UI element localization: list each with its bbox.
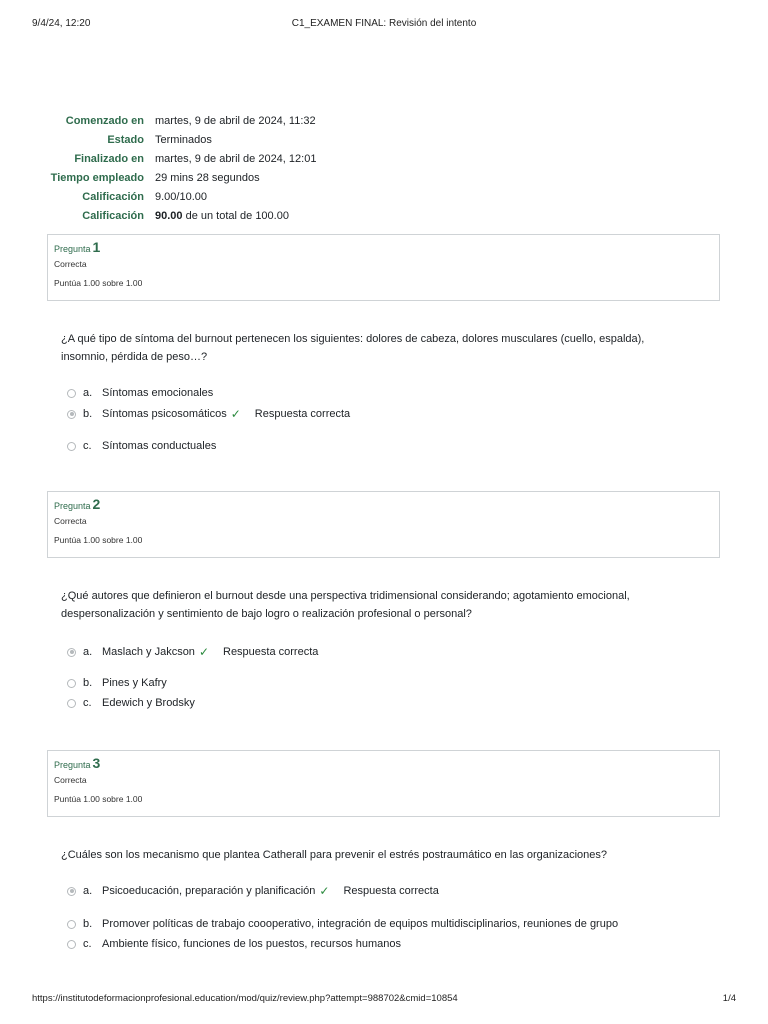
answer-option[interactable] <box>67 674 167 692</box>
question-state: Correcta <box>54 516 87 526</box>
answer-option[interactable] <box>67 405 350 423</box>
print-date: 9/4/24, 12:20 <box>32 18 91 29</box>
summary-value: Terminados <box>155 133 212 146</box>
summary-label: Comenzado en <box>65 114 144 127</box>
summary-value: 9.00/10.00 <box>155 190 207 203</box>
grade-percent: 90.00 <box>155 209 183 222</box>
answer-letter: b. <box>83 677 93 689</box>
question-text: ¿Cuáles son los mecanismo que plantea Catherall para prevenir el estrés postraumático en las organizaciones? <box>61 849 608 861</box>
answer-option[interactable] <box>67 643 318 661</box>
answer-letter: c. <box>83 697 92 709</box>
question-grade: Puntúa 1.00 sobre 1.00 <box>54 794 143 804</box>
question-label: Pregunta <box>54 501 91 511</box>
attempt-summary-table <box>40 111 316 225</box>
print-title: C1_EXAMEN FINAL: Revisión del intento <box>291 18 477 29</box>
radio-icon[interactable] <box>67 699 76 708</box>
question-info-2 <box>47 491 720 558</box>
answer-letter: b. <box>83 408 93 420</box>
print-header <box>0 18 768 32</box>
summary-label: Calificación <box>82 209 144 222</box>
summary-label: Tiempo empleado <box>50 171 144 184</box>
answer-option[interactable] <box>67 915 618 933</box>
question-number <box>54 755 713 773</box>
summary-label: Estado <box>107 133 144 146</box>
grade-total: de un total de 100.00 <box>185 209 289 222</box>
question-num: 2 <box>92 496 101 512</box>
answer-letter: c. <box>83 440 92 452</box>
answer-text: Síntomas emocionales <box>102 387 214 399</box>
summary-value: martes, 9 de abril de 2024, 11:32 <box>155 114 316 127</box>
summary-row <box>40 130 316 149</box>
question-info-3 <box>47 750 720 817</box>
answer-text: Síntomas conductuales <box>102 440 217 452</box>
answer-feedback: Respuesta correcta <box>254 408 351 420</box>
summary-label: Finalizado en <box>74 152 144 165</box>
radio-icon[interactable] <box>67 410 76 419</box>
answer-letter: a. <box>83 646 93 658</box>
answer-option[interactable] <box>67 694 195 712</box>
summary-label: Calificación <box>82 190 144 203</box>
radio-icon[interactable] <box>67 940 76 949</box>
answer-text: Pines y Kafry <box>102 677 167 689</box>
summary-value: 29 mins 28 segundos <box>155 171 260 184</box>
page-url: https://institutodeformacionprofesional.education/mod/quiz/review.php?attempt=988702&cmid=10854 <box>32 993 458 1004</box>
answer-text: Edewich y Brodsky <box>102 697 195 709</box>
answer-option[interactable] <box>67 437 216 455</box>
question-text: ¿A qué tipo de síntoma del burnout pertenecen los siguientes: dolores de cabeza, dolores musculares (cuello, espalda), insomnio, pérdida de peso…? <box>61 333 645 363</box>
answer-text: Ambiente físico, funciones de los puestos, recursos humanos <box>102 938 401 950</box>
check-icon: ✓ <box>198 645 209 659</box>
answer-text: Psicoeducación, preparación y planificación <box>102 885 316 897</box>
question-state: Correcta <box>54 775 87 785</box>
answer-text: Síntomas psicosomáticos <box>102 408 227 420</box>
summary-row <box>40 206 316 225</box>
summary-value <box>155 206 316 225</box>
summary-row <box>40 168 316 187</box>
answer-text: Maslach y Jakcson <box>102 646 195 658</box>
radio-icon[interactable] <box>67 920 76 929</box>
answer-option[interactable] <box>67 935 401 953</box>
summary-row <box>40 149 316 168</box>
summary-row <box>40 111 316 130</box>
question-number <box>54 496 713 514</box>
question-label: Pregunta <box>54 244 91 254</box>
question-grade: Puntúa 1.00 sobre 1.00 <box>54 535 143 545</box>
question-text: ¿Qué autores que definieron el burnout desde una perspectiva tridimensional considerando; agotamiento emocional, despersonalización y sentimiento de bajo logro o realización profesional o personal? <box>61 590 630 620</box>
answer-text: Promover políticas de trabajo coooperativo, integración de equipos multidisciplinarios, reuniones de grupo <box>102 918 619 930</box>
question-number <box>54 239 713 257</box>
summary-value: martes, 9 de abril de 2024, 12:01 <box>155 152 317 165</box>
answer-option[interactable] <box>67 384 213 402</box>
answer-feedback: Respuesta correcta <box>343 885 439 897</box>
answer-feedback: Respuesta correcta <box>223 646 319 658</box>
answer-letter: b. <box>83 918 93 930</box>
page-number: 1/4 <box>722 993 736 1004</box>
radio-icon[interactable] <box>67 887 76 896</box>
radio-icon[interactable] <box>67 679 76 688</box>
answer-option[interactable] <box>67 882 439 900</box>
question-num: 1 <box>92 239 101 255</box>
answer-letter: a. <box>83 387 93 399</box>
radio-icon[interactable] <box>67 648 76 657</box>
question-state: Correcta <box>54 259 87 269</box>
radio-icon[interactable] <box>67 442 76 451</box>
question-info-1 <box>47 234 720 301</box>
question-num: 3 <box>92 755 101 771</box>
question-grade: Puntúa 1.00 sobre 1.00 <box>54 278 143 288</box>
summary-row <box>40 187 316 206</box>
check-icon: ✓ <box>230 407 241 421</box>
answer-letter: c. <box>83 938 92 950</box>
question-label: Pregunta <box>54 760 91 770</box>
radio-icon[interactable] <box>67 389 76 398</box>
check-icon: ✓ <box>319 884 330 898</box>
answer-letter: a. <box>83 885 93 897</box>
